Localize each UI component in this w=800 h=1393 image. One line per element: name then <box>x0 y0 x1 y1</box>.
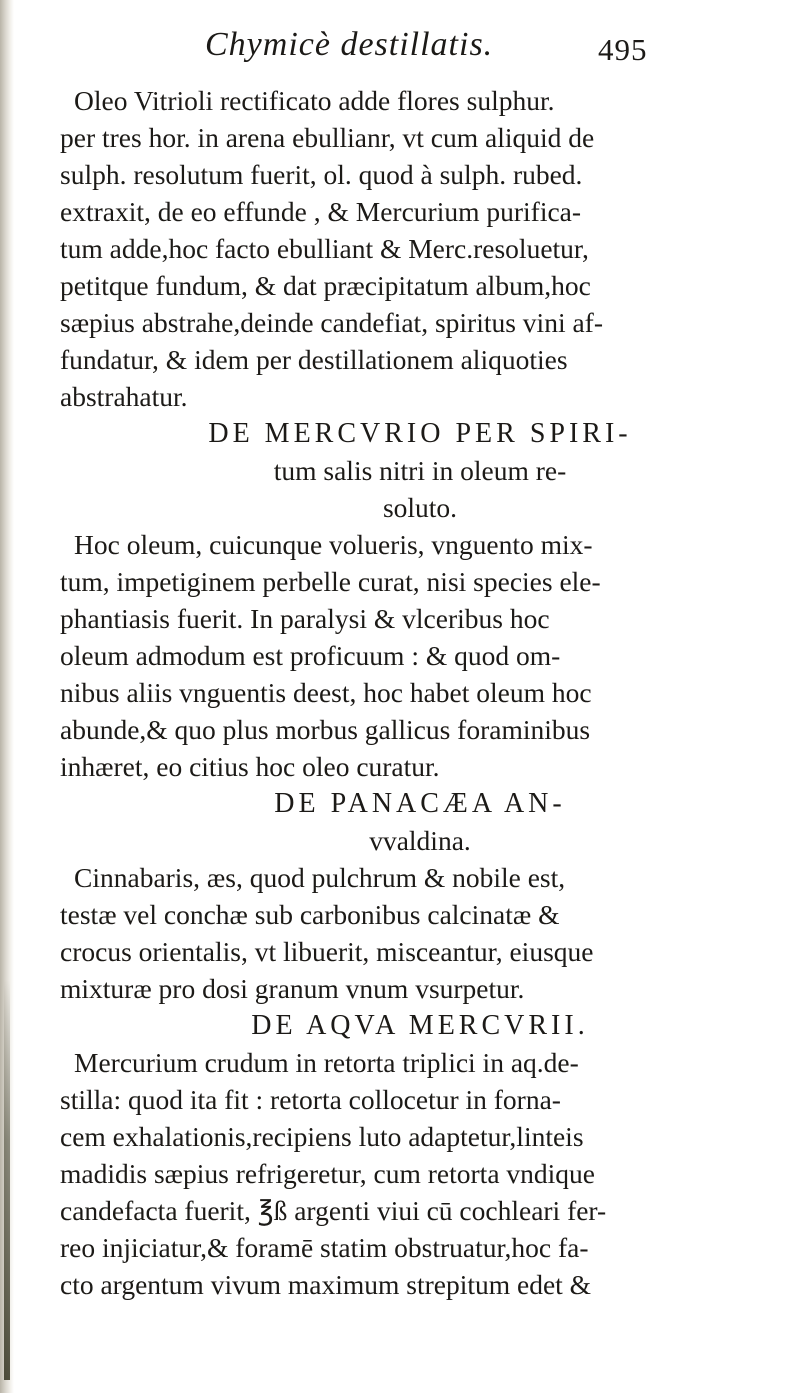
section-heading: DE MERCVRIO PER SPIRI- <box>208 418 632 449</box>
text-line: per tres hor. in arena ebullianr, vt cum aliquid de <box>60 122 595 153</box>
text-line: candefacta fuerit, ℥ß argenti viui cū cochleari fer- <box>60 1195 607 1226</box>
page-binding-edge <box>0 0 14 1393</box>
page-header <box>0 14 800 68</box>
text-line: cto argentum vivum maximum strepitum edet & <box>60 1269 592 1300</box>
text-line: crocus orientalis, vt libuerit, misceantur, eiusque <box>60 936 594 967</box>
text-line: fundatur, & idem per destillationem aliquoties <box>60 344 568 375</box>
paragraph-first-line: Cinnabaris, æs, quod pulchrum & nobile est, <box>74 862 566 893</box>
section-heading-continued: tum salis nitri in oleum re- <box>273 455 567 486</box>
text-line: sulph. resolutum fuerit, ol. quod à sulph. rubed. <box>60 159 583 190</box>
text-line: nibus aliis vnguentis deest, hoc habet oleum hoc <box>60 677 592 708</box>
section-heading-continued: vvaldina. <box>369 825 471 856</box>
text-line: stilla: quod ita fit : retorta collocetur in forna- <box>60 1084 561 1115</box>
text-line: testæ vel conchæ sub carbonibus calcinatæ & <box>60 899 560 930</box>
text-line: tum adde,hoc facto ebulliant & Merc.resoluetur, <box>60 233 589 264</box>
page-number: 495 <box>598 32 648 67</box>
text-block <box>60 82 780 1303</box>
text-line: abunde,& quo plus morbus gallicus foraminibus <box>60 714 591 745</box>
text-line: sæpius abstrahe,deinde candefiat, spiritus vini af- <box>60 307 603 338</box>
text-line: petitque fundum, & dat præcipitatum album,hoc <box>60 270 591 301</box>
running-title: Chymicè destillatis. <box>205 26 494 63</box>
text-line: extraxit, de eo effunde , & Mercurium purifica- <box>60 196 582 227</box>
text-line: reo injiciatur,& foramē statim obstruatur,hoc fa- <box>60 1232 589 1263</box>
section-heading: DE AQVA MERCVRII. <box>251 1010 589 1041</box>
text-line: inhæret, eo citius hoc oleo curatur. <box>60 751 440 782</box>
section-heading: DE PANACÆA AN- <box>274 788 566 819</box>
text-line: madidis sæpius refrigeretur, cum retorta vndique <box>60 1158 596 1189</box>
paragraph-first-line: Hoc oleum, cuicunque volueris, vnguento mix- <box>74 529 593 560</box>
text-line: oleum admodum est proficuum : & quod om- <box>60 640 561 671</box>
paragraph-first-line: Oleo Vitrioli rectificato adde flores sulphur. <box>74 85 555 116</box>
page-edge-shadow <box>4 980 10 1380</box>
text-line: cem exhalationis,recipiens luto adaptetur,linteis <box>60 1121 584 1152</box>
text-line: phantiasis fuerit. In paralysi & vlceribus hoc <box>60 603 550 634</box>
text-line: mixturæ pro dosi granum vnum vsurpetur. <box>60 973 525 1004</box>
text-line: tum, impetiginem perbelle curat, nisi species ele- <box>60 566 601 597</box>
paragraph-first-line: Mercurium crudum in retorta triplici in aq.de- <box>74 1047 579 1078</box>
section-heading-continued: soluto. <box>382 492 458 523</box>
text-line: abstrahatur. <box>60 381 188 412</box>
